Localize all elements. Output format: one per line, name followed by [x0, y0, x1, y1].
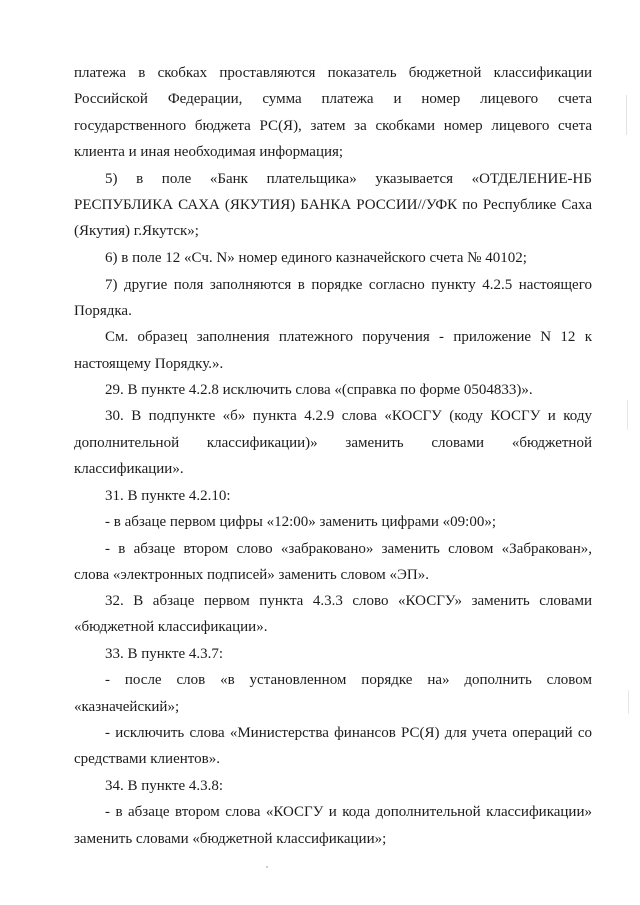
text-line: - в абзаце первом цифры «12:00» заменить цифрами «09:00»; — [105, 514, 496, 530]
text-line: 32. В абзаце первом пункта 4.3.3 слово «КОСГУ» заменить словами — [105, 593, 592, 609]
scan-edge-mark — [627, 400, 628, 430]
scan-edge-mark — [628, 690, 629, 714]
text-line: 29. В пункте 4.2.8 исключить слова «(справка по форме 0504833)». — [105, 382, 533, 398]
text-line: клиента и иная необходимая информация; — [74, 144, 344, 160]
scan-edge-mark — [626, 95, 627, 135]
text-line: слова «электронных подписей» заменить словом «ЭП». — [74, 567, 430, 583]
text-line: 6) в поле 12 «Сч. N» номер единого казначейского счета № 40102; — [105, 250, 527, 266]
text-line: 7) другие поля заполняются в порядке согласно пункту 4.2.5 настоящего — [105, 277, 592, 293]
text-line: (Якутия) г.Якутск»; — [74, 223, 199, 239]
text-line: классификации». — [74, 461, 184, 477]
text-line: платежа в скобках проставляются показатель бюджетной классификации — [74, 65, 592, 81]
text-line: - в абзаце втором слово «забраковано» заменить словом «Забракован», — [105, 541, 592, 557]
text-line: См. образец заполнения платежного поручения - приложение N 12 к — [105, 329, 592, 345]
text-line: Порядка. — [74, 303, 132, 319]
text-line: Российской Федерации, сумма платежа и номер лицевого счета — [74, 91, 592, 107]
text-line: «казначейский»; — [74, 699, 180, 715]
text-line: 34. В пункте 4.3.8: — [105, 778, 224, 794]
text-line: - исключить слова «Министерства финансов РС(Я) для учета операций со — [105, 725, 592, 741]
text-line: - после слов «в установленном порядке на» дополнить словом — [105, 672, 592, 688]
text-line: 31. В пункте 4.2.10: — [105, 488, 231, 504]
text-line: заменить словами «бюджетной классификации»; — [74, 831, 387, 847]
text-line: средствами клиентов». — [74, 751, 220, 767]
scan-speck — [266, 866, 268, 868]
text-line: «бюджетной классификации». — [74, 619, 268, 635]
text-line: государственного бюджета РС(Я), затем за скобками номер лицевого счета — [74, 118, 592, 134]
text-line: 33. В пункте 4.3.7: — [105, 646, 224, 662]
text-line: 30. В подпункте «б» пункта 4.2.9 слова «КОСГУ (коду КОСГУ и коду — [105, 408, 592, 424]
text-line: настоящему Порядку.». — [74, 356, 224, 372]
text-line: дополнительной классификации)» заменить словами «бюджетной — [74, 435, 592, 451]
text-line: - в абзаце втором слова «КОСГУ и кода дополнительной классификации» — [105, 804, 592, 820]
text-line: РЕСПУБЛИКА САХА (ЯКУТИЯ) БАНКА РОССИИ//УФК по Республике Саха — [74, 197, 592, 213]
text-line: 5) в поле «Банк плательщика» указывается «ОТДЕЛЕНИЕ-НБ — [105, 171, 592, 187]
